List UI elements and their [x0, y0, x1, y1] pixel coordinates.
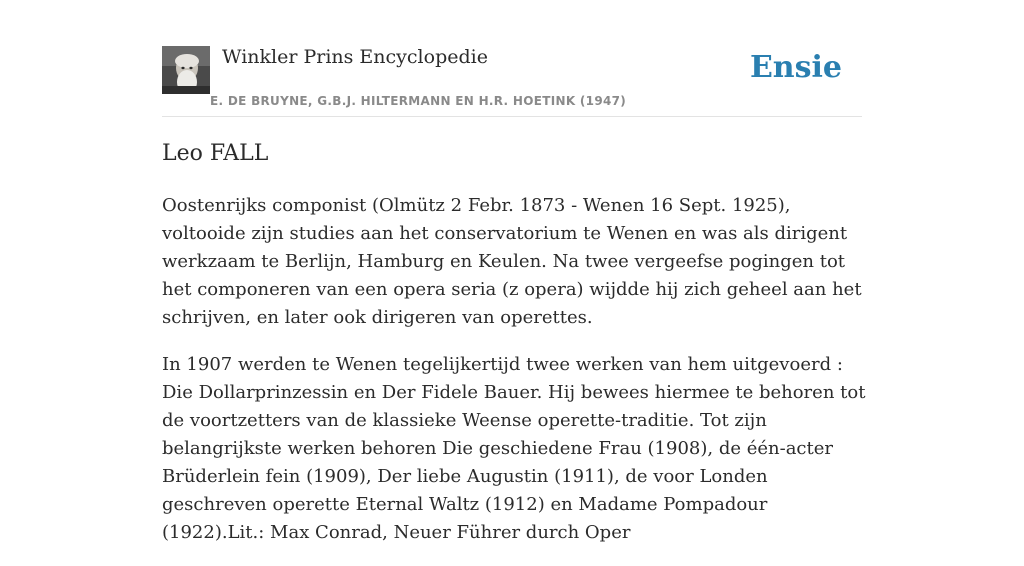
article-title: Leo FALL: [162, 141, 269, 166]
ensie-logo-link[interactable]: Ensie: [749, 50, 842, 85]
authors-line: E. DE BRUYNE, G.B.J. HILTERMANN EN H.R. HOETINK (1947): [210, 94, 627, 108]
header: [162, 46, 862, 117]
article-body: [162, 192, 866, 566]
article-paragraph: In 1907 werden te Wenen tegelijkertijd twee werken van hem uitgevoerd : Die Dollarprinzessin en Der Fidele Bauer. Hij bewees hiermee te behoren tot de voortzetters van de klassieke Weense operette-traditie. Tot zijn belangrijkste werken behoren Die geschiedene Frau (1908), de één-acter Brüderlein fein (1909), Der liebe Augustin (1911), de voor Londen geschreven operette Eternal Waltz (1912) en Madame Pompadour (1922).Lit.: Max Conrad, Neuer Führer durch Oper: [162, 354, 866, 543]
article-paragraph: Oostenrijks componist (Olmütz 2 Febr. 1873 - Wenen 16 Sept. 1925), voltooide zijn studies aan het conservatorium te Wenen en was als dirigent werkzaam te Berlijn, Hamburg en Keulen. Na twee vergeefse pogingen tot het componeren van een opera seria (z opera) wijdde hij zich geheel aan het schrijven, en later ook dirigeren van operettes.: [162, 195, 862, 328]
portrait-icon: [162, 46, 210, 94]
avatar[interactable]: [162, 46, 210, 94]
publication-name[interactable]: Winkler Prins Encyclopedie: [222, 46, 488, 68]
